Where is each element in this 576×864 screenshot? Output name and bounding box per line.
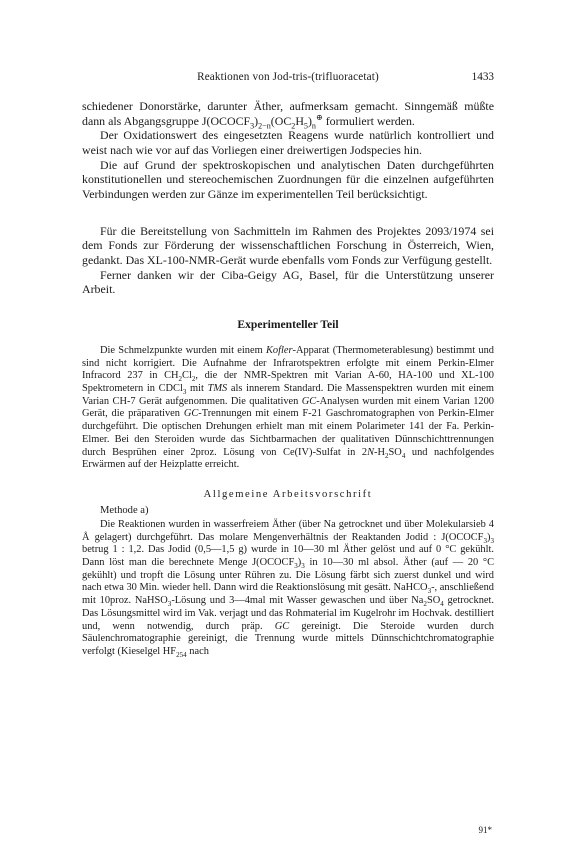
running-title: Reaktionen von Jod-tris-(trifluoracetat) — [197, 71, 379, 83]
page-body — [82, 99, 494, 659]
paragraph-experimental-methods: Die Schmelzpunkte wurden mit einem Kofler-Apparat (Thermometerablesung) bestimmt und sind nicht korrigiert. Die Aufnahme der Infrarotspektren erfolgte mit einem Perkin-Elmer Infracord 237 in $CH_2Cl_2$, die der NMR-Spektren mit Varian A-60, HA-100 und XL-100 Spektrometern in CDCl$_3$ mit TMS als innerem Standard. Die Massenspektren wurden mit einem Varian CH-7 Gerät aufgenommen. Die qualitativen GC-Analysen wurden mit einem Varian 1200 Gerät, die präparativen GC-Trennungen mit einem F-21 Gaschromatographen von Perkin-Elmer durchgeführt. Die optischen Drehungen erhielt man mit einem Polarimeter 141 der Fa. Perkin-Elmer. Bei den Steroiden wurde das Sichtbarmachen der qualitativen Dünnschichttrennungen durch Besprühen einer 2proz. Lösung von Ce(IV)-Sulfat in $2N-H_2SO_4$ und nachfolgendes Erwärmen auf der Heizplatte erreicht. — [82, 344, 494, 471]
section-heading: Experimenteller Teil — [237, 317, 339, 331]
method-label: Methode a) — [100, 504, 149, 516]
paragraph-assignments: Die auf Grund der spektroskopischen und analytischen Daten durchgeführten konstitutionellen und stereochemischen Zuordnungen für die einzelnen aufgeführten Verbindungen werden zur Gänze im experimentellen Teil berücksichtigt. — [82, 157, 494, 201]
paragraph-acknowledgement-fonds: Für die Bereitstellung von Sachmitteln im Rahmen des Projektes 2093/1974 sei dem Fonds zur Förderung der wissenschaftlichen Forschung in Österreich, Wien, gedankt. Das XL-100-NMR-Gerät wurde ebenfalls vom Fonds zur Verfügung gestellt. — [82, 223, 494, 267]
page-number: 1433 — [471, 71, 494, 83]
subsection-heading: Allgemeine Arbeitsvorschrift — [203, 488, 373, 500]
paragraph-procedure: Die Reaktionen wurden in wasserfreiem Äther (über Na getrocknet und über Molekularsieb 4 Å gelagert) durchgeführt. Das molare Mengenverhältnis der Reaktanden Jodid : $J(OCOCF_3)_3$ betrug 1 : 1,2. Das Jodid (0,5—1,5 g) wurde in 10—30 ml Äther gelöst und auf 0 °C gekühlt. Dann löst man die berechnete Menge $J(OCOCF_3)_3$ in 10—30 ml absol. Äther (auf — 20 °C gekühlt) und tropft die Lösung unter Rühren zu. Die Lösung färbt sich zuerst dunkel und wird nach etwa 30 Min. wieder hell. Dann wird die Reaktionslösung mit gesätt. NaHCO$_3$-, anschließend mit 10proz. NaHSO$_3$-Lösung und 3—4mal mit Wasser gewaschen und über $Na_2SO_4$ getrocknet. Das Lösungsmittel wird im Vak. verjagt und das Rohmaterial im Kugelrohr im Hochvak. destilliert und, wenn notwendig, durch präp. GC gereinigt. Die Steroide wurden durch Säulenchromatographie gereinigt, die Trennung wurde mittels Dünnschichtchromatographie verfolgt (Kieselgel $HF_{254}$ nach — [82, 518, 495, 660]
paragraph-oxidation-value: Der Oxidationswert des eingesetzten Reagens wurde natürlich kontrolliert und weist nach wie vor auf das Vorliegen einer dreiwertigen Jodspecies hin. — [82, 128, 494, 157]
paragraph-acknowledgement-ciba: Ferner danken wir der Ciba-Geigy AG, Basel, für die Unterstützung unserer Arbeit. — [82, 267, 494, 297]
signature-mark: 91* — [478, 825, 492, 835]
paragraph-donor-strength: schiedener Donorstärke, darunter Äther, aufmerksam gemacht. Sinngemäß müßte dann als Abgangsgruppe $J(OCOCF_3)_{2-n}(OC_2H_5)_n^\oplus$ formuliert werden. — [82, 99, 494, 131]
